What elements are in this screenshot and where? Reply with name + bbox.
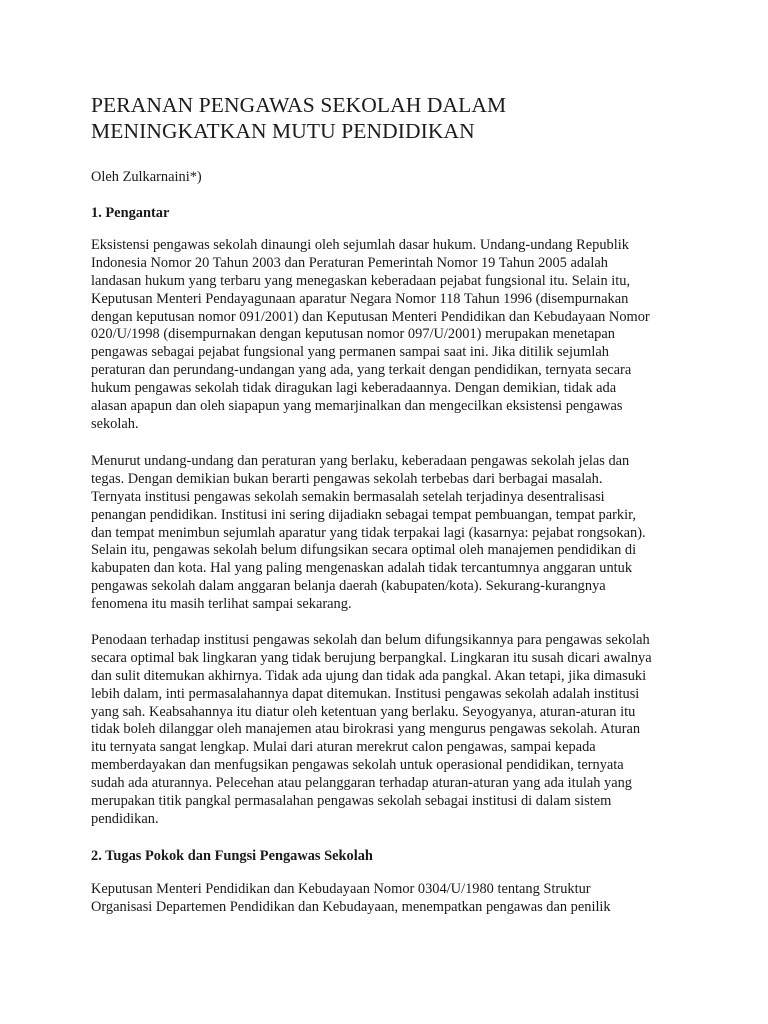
paragraph-line: Menurut undang-undang dan peraturan yang berlaku, keberadaan pengawas sekolah jelas dan xyxy=(91,453,630,469)
paragraph-line: dan sulit ditemukan akhirnya. Tidak ada ujung dan tidak ada pangkal. Akan tetapi, jika dimasuki xyxy=(91,667,647,684)
paragraph-line: hukum pengawas sekolah tidak diragukan lagi keberadaannya. Dengan demikian, tidak ada xyxy=(91,380,617,397)
paragraph-line: yang sah. Keabsahannya itu diatur oleh ketentuan yang berlaku. Seyogyanya, aturan-aturan itu xyxy=(91,703,636,720)
paragraph-line: Organisasi Departemen Pendidikan dan Kebudayaan, menempatkan pengawas dan penilik xyxy=(91,898,611,915)
author-line: Oleh Zulkarnaini*) xyxy=(91,169,202,185)
document-page xyxy=(91,92,691,915)
paragraph-line: penangan pendidikan. Institusi ini sering dijadiakn sebagai tempat pembuangan, tempat parkir, xyxy=(91,506,636,523)
paragraph-line: Selain itu, pengawas sekolah belum difungsikan secara optimal oleh manajemen pendidikan di xyxy=(91,542,637,559)
paragraph-line: Ternyata institusi pengawas sekolah semakin bermasalah setelah terjadinya desentralisasi xyxy=(91,488,605,505)
paragraph-line: alasan apapun dan oleh siapapun yang memarjinalkan dan mengecilkan eksistensi pengawas xyxy=(91,398,623,415)
paragraph-line: dan tempat menimbun sejumlah aparatur yang tidak terpakai lagi (kasarnya: pejabat rongsokan). xyxy=(91,524,646,541)
paragraph-line: tegas. Dengan demikian bukan berarti pengawas sekolah terbebas dari berbagai masalah. xyxy=(91,470,603,487)
paragraph-line: pengawas sekolah dalam anggaran belanja daerah (kabupaten/kota). Sekurang-kurangnya xyxy=(91,578,606,595)
section-heading-pengantar: 1. Pengantar xyxy=(91,205,170,221)
paragraph-line: tidak boleh dilanggar oleh manajemen atau birokrasi yang mengurus pengawas sekolah. Aturan xyxy=(91,721,641,738)
paragraph-line: pengawas sebagai pejabat fungsional yang permanen sampai saat ini. Jika ditilik sejumlah xyxy=(91,344,609,361)
paragraph-line: 020/U/1998 (disempurnakan dengan keputusan nomor 097/U/2001) merupakan menetapan xyxy=(91,326,615,343)
paragraph-line: sekolah. xyxy=(91,415,139,432)
paragraph-line: lebih dalam, inti permasalahannya dapat ditemukan. Institusi pengawas sekolah adalah institusi xyxy=(91,685,640,702)
paragraph-line: Indonesia Nomor 20 Tahun 2003 dan Peraturan Pemerintah Nomor 19 Tahun 2005 adalah xyxy=(91,254,609,271)
paragraph-line: itu ternyata sangat lengkap. Mulai dari aturan merekrut calon pengawas, sampai kepada xyxy=(91,739,596,756)
paragraph-line: secara optimal bak lingkaran yang tidak berujung berpangkal. Lingkaran itu susah dicari awalnya xyxy=(91,649,652,666)
paragraph-1 xyxy=(91,237,691,434)
paragraph-4 xyxy=(91,881,691,917)
paragraph-line: merupakan titik pangkal permasalahan pengawas sekolah sebagai institusi di dalam sistem xyxy=(91,793,612,810)
paragraph-line: landasan hukum yang terbaru yang menegaskan keberadaan pejabat fungsional itu. Selain itu, xyxy=(91,272,631,289)
title-line: MENINGKATKAN MUTU PENDIDIKAN xyxy=(91,119,475,143)
paragraph-line: fenomena itu masih terlihat sampai sekarang. xyxy=(91,596,352,613)
paragraph-line: Penodaan terhadap institusi pengawas sekolah dan belum difungsikannya para pengawas sekolah xyxy=(91,632,650,648)
paragraph-line: peraturan dan perundang-undangan yang ada, yang terkait dengan pendidikan, ternyata secara xyxy=(91,362,632,379)
document-title xyxy=(91,92,691,144)
paragraph-line: dengan keputusan nomor 091/2001) dan Keputusan Menteri Pendidikan dan Kebudayaan Nomor xyxy=(91,308,650,325)
paragraph-line: kabupaten dan kota. Hal yang paling mengenaskan adalah tidak tercantumnya anggaran untuk xyxy=(91,560,633,577)
paragraph-line: Eksistensi pengawas sekolah dinaungi oleh sejumlah dasar hukum. Undang-undang Republik xyxy=(91,237,629,253)
paragraph-line: sudah ada aturannya. Pelecehan atau pelanggaran terhadap aturan-aturan yang ada itulah yang xyxy=(91,775,632,792)
title-line: PERANAN PENGAWAS SEKOLAH DALAM xyxy=(91,93,507,117)
paragraph-line: Keputusan Menteri Pendayagunaan aparatur Negara Nomor 118 Tahun 1996 (disempurnakan xyxy=(91,290,629,307)
paragraph-line: pendidikan. xyxy=(91,810,159,827)
paragraph-line: memberdayakan dan menfugsikan pengawas sekolah untuk operasional pendidikan, ternyata xyxy=(91,757,624,774)
section-heading-tugas-pokok: 2. Tugas Pokok dan Fungsi Pengawas Sekolah xyxy=(91,848,373,864)
paragraph-3 xyxy=(91,632,691,829)
paragraph-2 xyxy=(91,453,691,614)
paragraph-line: Keputusan Menteri Pendidikan dan Kebudayaan Nomor 0304/U/1980 tentang Struktur xyxy=(91,881,591,897)
